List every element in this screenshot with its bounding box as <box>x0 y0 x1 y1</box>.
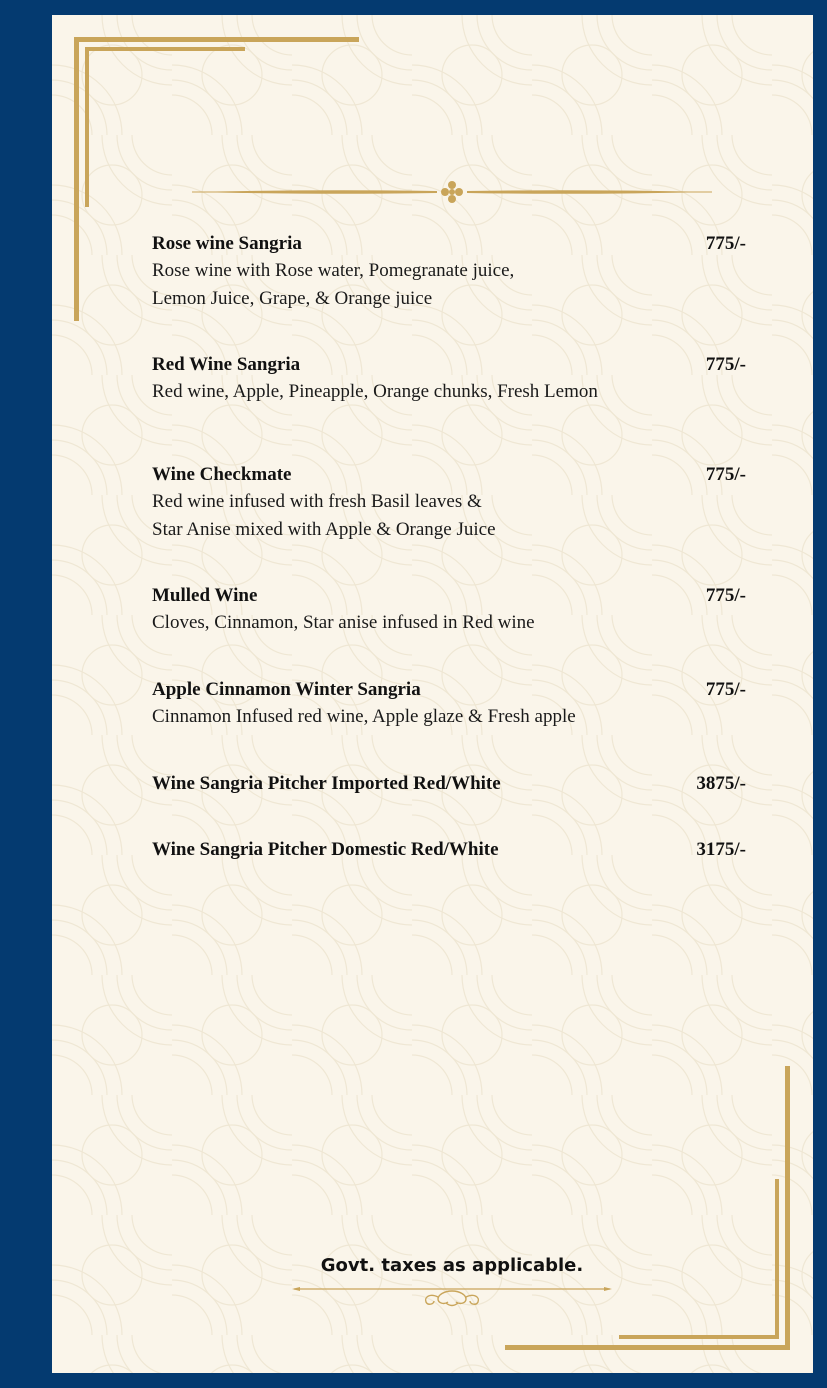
fleur-ornament-icon <box>192 180 712 204</box>
item-description-line: Cloves, Cinnamon, Star anise infused in Red wine <box>152 612 535 633</box>
menu-item <box>152 836 746 863</box>
item-name: Rose wine Sangria <box>152 233 302 254</box>
item-description-line: Red wine infused with fresh Basil leaves & <box>152 491 482 512</box>
corner-bottom-right-outer-h <box>505 1345 790 1350</box>
item-description-line: Rose wine with Rose water, Pomegranate juice, <box>152 260 515 281</box>
item-name: Red Wine Sangria <box>152 354 301 375</box>
corner-bottom-right-inner-h <box>619 1335 779 1339</box>
item-description-line: Cinnamon Infused red wine, Apple glaze & Fresh apple <box>152 706 576 727</box>
item-price: 775/- <box>705 585 746 606</box>
item-name: Mulled Wine <box>152 585 258 606</box>
item-price: 775/- <box>705 464 746 485</box>
item-price: 775/- <box>705 679 746 700</box>
corner-top-left-outer-v <box>74 37 79 321</box>
menu-item <box>152 770 746 797</box>
item-price: 3175/- <box>696 839 746 860</box>
corner-bottom-right-outer-v <box>785 1066 790 1350</box>
item-description-line: Lemon Juice, Grape, & Orange juice <box>152 288 433 309</box>
menu-item <box>152 582 746 637</box>
item-description-line: Red wine, Apple, Pineapple, Orange chunks, Fresh Lemon <box>152 381 598 402</box>
item-name: Apple Cinnamon Winter Sangria <box>152 679 421 700</box>
corner-top-left-inner-h <box>85 47 245 51</box>
item-price: 775/- <box>705 233 746 254</box>
corner-top-left-outer-h <box>74 37 359 42</box>
menu-item <box>152 351 746 406</box>
scroll-ornament-icon <box>292 1283 612 1309</box>
tax-note: Govt. taxes as applicable. <box>320 1255 584 1276</box>
item-name: Wine Checkmate <box>152 464 292 485</box>
item-name: Wine Sangria Pitcher Imported Red/White <box>152 773 501 794</box>
item-price: 775/- <box>705 354 746 375</box>
corner-top-left-inner-v <box>85 47 89 207</box>
menu-page <box>52 15 813 1373</box>
item-price: 3875/- <box>696 773 746 794</box>
menu-item <box>152 676 746 731</box>
item-name: Wine Sangria Pitcher Domestic Red/White <box>152 839 499 860</box>
menu-item <box>152 230 746 313</box>
menu-item <box>152 461 746 544</box>
item-description-line: Star Anise mixed with Apple & Orange Juice <box>152 519 496 540</box>
